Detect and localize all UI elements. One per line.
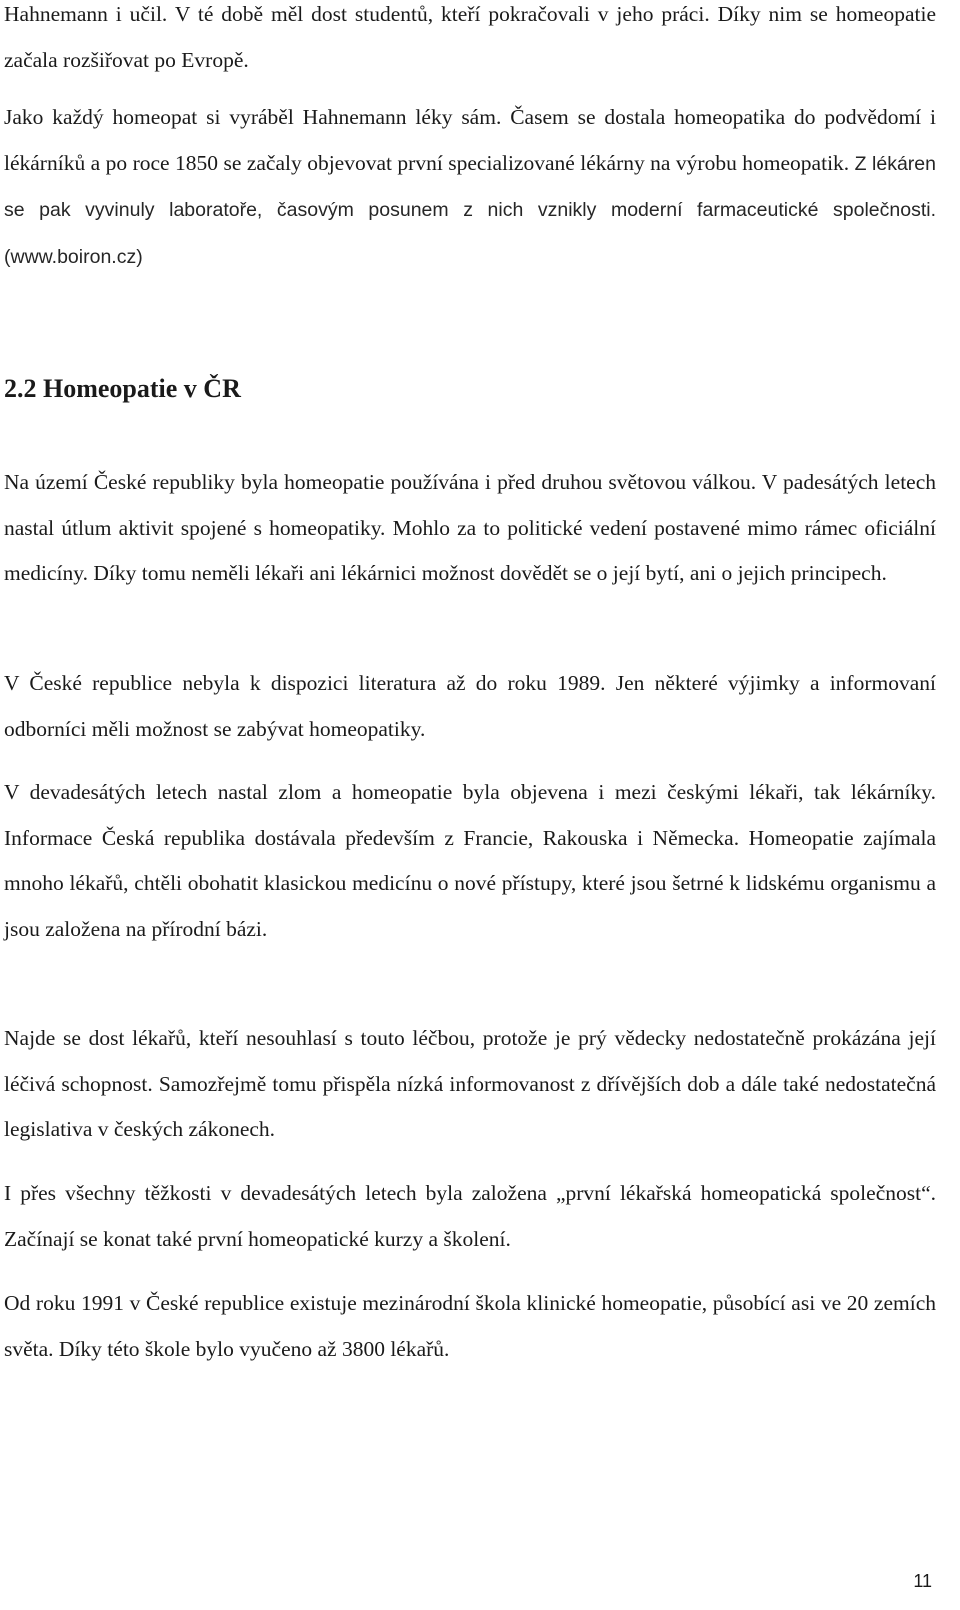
section-paragraph-6: Od roku 1991 v České republice existuje mezinárodní škola klinické homeopatie, působící asi ve 20 zemích světa. Díky této škole bylo vyučeno až 3800 lékařů. xyxy=(4,1291,936,1361)
section-paragraph-3: V devadesátých letech nastal zlom a homeopatie byla objevena i mezi českými lékaři, tak lékárníky. Informace Česká republika dostávala především z Francie, Rakouska i Německa. Homeopatie zajímala mnoho lékařů, chtěli obohatit klasickou medicínu o nové přístupy, které jsou šetrné k lidskému organismu a jsou založena na přírodní bázi. xyxy=(4,780,936,941)
paragraph-production xyxy=(4,95,936,280)
section-heading: 2.2 Homeopatie v ČR xyxy=(4,374,241,403)
section-paragraph-4: Najde se dost lékařů, kteří nesouhlasí s touto léčbou, protože je prý vědecky nedostatečně prokázána její léčivá schopnost. Samozřejmě tomu přispěla nízká informovanost z dřívějších dob a dále také nedostatečná legislativa v českých zákonech. xyxy=(4,1026,936,1142)
page-number: 11 xyxy=(913,1571,932,1591)
paragraph-intro-tail: Hahnemann i učil. V té době měl dost studentů, kteří pokračovali v jeho práci. Díky nim se homeopatie začala rozšiřovat po Evropě. xyxy=(4,2,936,72)
section-paragraph-1: Na území České republiky byla homeopatie používána i před druhou světovou válkou. V padesátých letech nastal útlum aktivit spojené s homeopatiky. Mohlo za to politické vedení postavené mimo rámec oficiální medicíny. Díky tomu neměli lékaři ani lékárnici možnost dovědět se o její bytí, ani o jejich principech. xyxy=(4,470,936,586)
paragraph-production-sans: Z lékáren se pak vyvinuly laboratoře, časovým posunem z nich vznikly moderní farmaceutické společnosti. (www.boiron.cz) xyxy=(4,152,936,268)
section-paragraph-5: I přes všechny těžkosti v devadesátých letech byla založena „první lékařská homeopatická společnost“. Začínají se konat také první homeopatické kurzy a školení. xyxy=(4,1181,936,1251)
section-paragraph-2: V České republice nebyla k dispozici literatura až do roku 1989. Jen některé výjimky a informovaní odborníci měli možnost se zabývat homeopatiky. xyxy=(4,671,936,741)
paragraph-production-serif: Jako každý homeopat si vyráběl Hahnemann léky sám. Časem se dostala homeopatika do podvědomí i lékárníků a po roce 1850 se začaly objevovat první specializované lékárny na výrobu homeopatik. xyxy=(4,105,936,175)
